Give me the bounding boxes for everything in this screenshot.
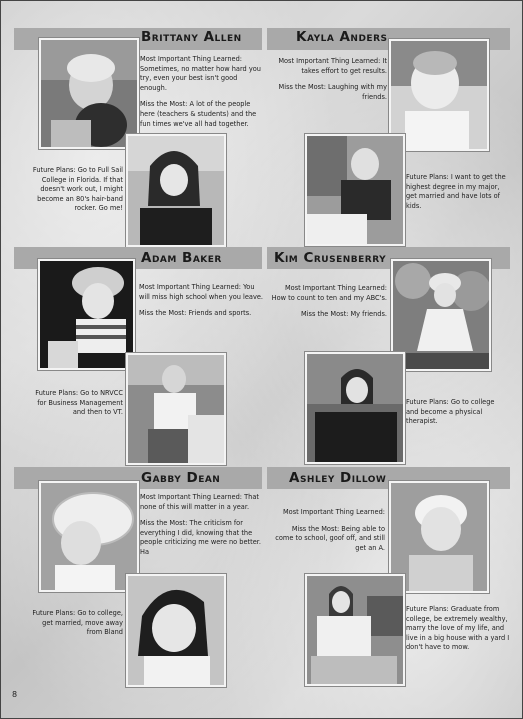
baby-photo (391, 259, 491, 371)
miss-value: Being able to come to school, goof off, and still get an A. (275, 524, 385, 552)
learned-label: Most Important Thing Learned: (140, 493, 243, 501)
page-number: 8 (12, 690, 18, 699)
future-text (31, 389, 123, 418)
learned-text (269, 57, 387, 109)
learned-value: How to count to ten and my ABC's. (271, 293, 387, 302)
future-text (406, 398, 506, 427)
future-text (406, 605, 510, 653)
future-value: Go to NRVCC for Business Management and then to VT. (37, 389, 123, 417)
future-text (406, 173, 508, 211)
future-value: Graduate from college, be extremely wealthy, marry the love of my life, and live in a big house with a yard I don't have to mow. (406, 605, 510, 652)
learned-text (273, 508, 385, 560)
learned-label: Most Important Thing Learned: (278, 57, 381, 65)
learned-label: Most Important Thing Learned: (282, 508, 385, 516)
senior-photo (126, 134, 226, 247)
future-label: Future Plans: (406, 398, 449, 406)
future-label: Future Plans: (35, 389, 79, 397)
student-name: Adam Baker (141, 250, 222, 266)
baby-photo (39, 481, 139, 592)
miss-value: A lot of the people here (teachers & students) and the fun times we've all had together. (140, 100, 257, 128)
miss-value: The criticism for everything I did, knowing that the people criticizing me were no better. Ha (140, 519, 261, 556)
learned-text (139, 283, 263, 326)
learned-value: That none of this will matter in a year. (140, 493, 259, 511)
miss-value: Friends and sports. (188, 309, 252, 318)
student-name: Brittany Allen (141, 29, 242, 45)
future-value: Go to Full Sail College in Florida. If that doesn't work out, I might become an 80's hair-band rocker. Go me! (37, 166, 123, 213)
miss-label: Miss the Most: (139, 309, 187, 318)
miss-label: Miss the Most: (301, 310, 349, 319)
miss-label: Miss the Most: (291, 524, 340, 533)
baby-photo (38, 259, 135, 370)
future-label: Future Plans: (32, 609, 76, 617)
senior-photo (126, 353, 226, 465)
learned-text (140, 493, 264, 565)
learned-value: You will miss high school when you leave. (139, 283, 264, 301)
future-label: Future Plans: (32, 166, 76, 174)
learned-label: Most Important Thing Learned: (284, 284, 387, 292)
senior-photo (126, 574, 226, 687)
future-label: Future Plans: (406, 605, 449, 613)
miss-label: Miss the Most: (140, 519, 188, 528)
learned-label: Most Important Thing Learned: (140, 55, 243, 63)
learned-label: Most Important Thing Learned: (139, 283, 242, 291)
future-text (29, 609, 123, 638)
learned-value: Sometimes, no matter how hard you try, even your best isn't good enough. (140, 64, 261, 92)
future-value: I want to get the highest degree in my major, get married and have lots of kids. (406, 173, 506, 210)
miss-label: Miss the Most: (140, 100, 188, 109)
future-label: Future Plans: (406, 173, 449, 181)
future-value: Go to college and become a physical therapist. (406, 398, 495, 426)
senior-photo (305, 134, 405, 246)
baby-photo (39, 38, 139, 149)
miss-value: Laughing with my friends. (328, 83, 387, 101)
senior-photo (305, 352, 405, 464)
future-text (23, 166, 123, 214)
learned-value: It takes effort to get results. (301, 57, 387, 75)
miss-value: My friends. (350, 310, 387, 319)
future-value: Go to college, get married, move away from Bland (42, 609, 123, 637)
learned-text (140, 55, 262, 136)
miss-label: Miss the Most: (278, 83, 326, 92)
student-name: Gabby Dean (141, 470, 221, 486)
student-name: Ashley Dillow (289, 470, 387, 486)
senior-photo (305, 574, 405, 686)
student-name: Kayla Anders (296, 29, 388, 45)
learned-text (269, 284, 387, 327)
student-name: Kim Crusenberry (274, 250, 387, 266)
